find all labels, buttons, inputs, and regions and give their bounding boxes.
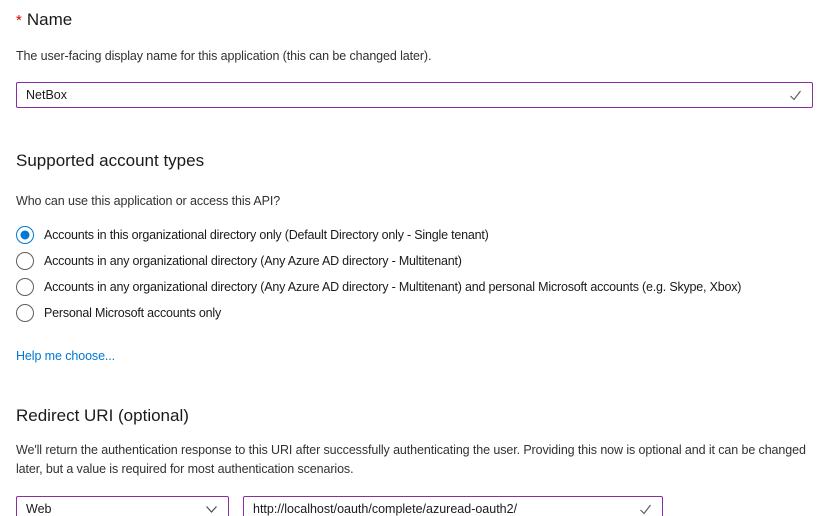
radio-button-icon[interactable] <box>16 278 34 296</box>
redirect-uri-description: We'll return the authentication response to this URI after successfully authenticating the user. Providing this now is optional and it can be changed later, but a value is required for most authentication scenarios. <box>16 443 806 476</box>
redirect-uri-field-wrap <box>243 496 663 516</box>
redirect-uri-section <box>16 406 813 516</box>
radio-button-icon[interactable] <box>16 226 34 244</box>
radio-button-icon[interactable] <box>16 304 34 322</box>
platform-select-value: Web <box>26 502 52 516</box>
radio-option-single-tenant[interactable] <box>16 222 813 248</box>
redirect-uri-input[interactable] <box>243 496 663 516</box>
redirect-uri-row <box>16 496 813 516</box>
account-types-radio-group <box>16 222 813 326</box>
required-asterisk: * <box>16 12 22 29</box>
radio-option-label: Accounts in any organizational directory (Any Azure AD directory - Multitenant) and personal Microsoft accounts (e.g. Skype, Xbox) <box>44 280 742 294</box>
name-section-title <box>16 10 813 30</box>
radio-option-label: Accounts in any organizational directory (Any Azure AD directory - Multitenant) <box>44 254 462 268</box>
name-field-wrap <box>16 82 813 108</box>
name-input[interactable] <box>16 82 813 108</box>
account-types-question: Who can use this application or access this API? <box>16 194 281 208</box>
name-section <box>16 10 813 108</box>
radio-option-multitenant[interactable] <box>16 248 813 274</box>
account-types-title: Supported account types <box>16 151 205 170</box>
name-title-text: Name <box>26 10 73 29</box>
help-me-choose-link[interactable]: Help me choose... <box>16 349 116 363</box>
redirect-uri-title: Redirect URI (optional) <box>16 406 189 425</box>
name-description: The user-facing display name for this application (this can be changed later). <box>16 49 432 63</box>
platform-select[interactable] <box>16 496 229 516</box>
chevron-down-icon <box>204 502 219 516</box>
radio-option-personal-only[interactable] <box>16 300 813 326</box>
radio-option-label: Personal Microsoft accounts only <box>44 306 222 320</box>
supported-account-types-section <box>16 151 813 365</box>
radio-option-label: Accounts in this organizational directory only (Default Directory only - Single tenant) <box>44 228 489 242</box>
radio-button-icon[interactable] <box>16 252 34 270</box>
radio-option-multitenant-personal[interactable] <box>16 274 813 300</box>
